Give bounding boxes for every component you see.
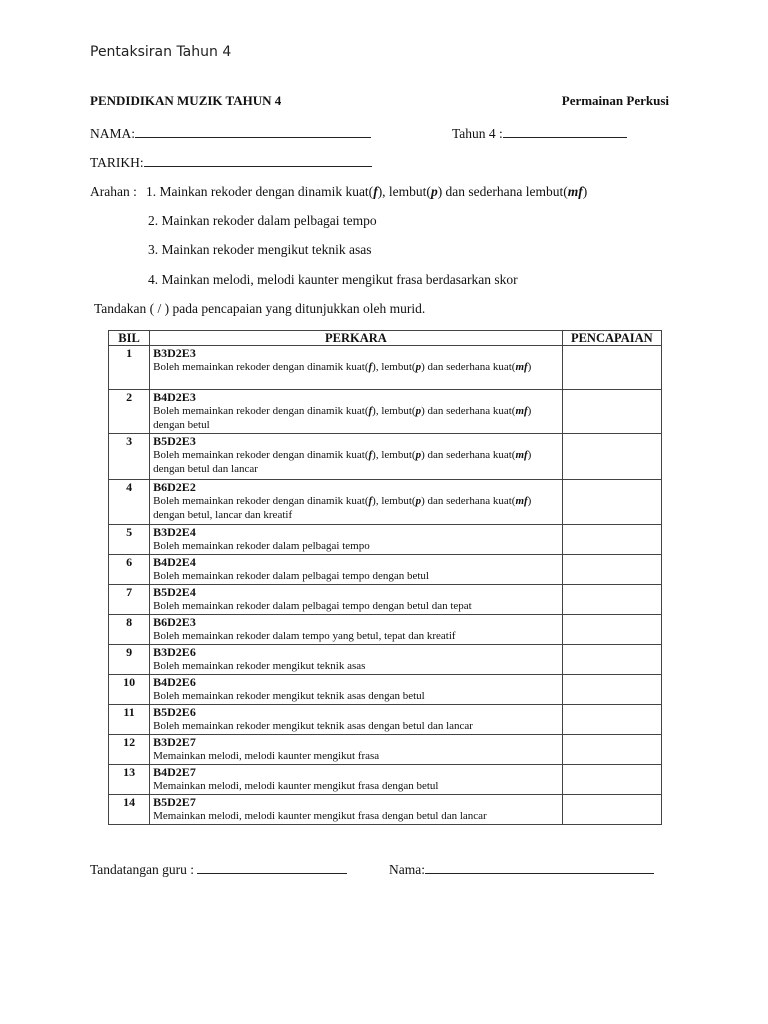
row-item xyxy=(150,795,562,825)
row-item xyxy=(150,735,562,765)
achievement-cell[interactable] xyxy=(562,346,661,390)
achievement-cell[interactable] xyxy=(562,765,661,795)
instruction-2: 2. Mainkan rekoder dalam pelbagai tempo xyxy=(148,213,377,228)
table-row xyxy=(109,795,662,825)
standard-code: B4D2E6 xyxy=(153,675,196,689)
table-row xyxy=(109,525,662,555)
standard-description: Boleh memainkan rekoder dalam pelbagai tempo xyxy=(153,540,370,552)
standard-code: B4D2E3 xyxy=(153,390,196,404)
standard-description: Boleh memainkan rekoder dengan dinamik kuat(f), lembut(p) dan sederhana kuat(mf) dengan betul xyxy=(153,405,532,431)
standard-code: B5D2E6 xyxy=(153,705,196,719)
table-row xyxy=(109,615,662,645)
standard-description: Memainkan melodi, melodi kaunter mengikut frasa xyxy=(153,750,380,762)
standard-code: B3D2E7 xyxy=(153,735,196,749)
standard-code: B3D2E3 xyxy=(153,346,196,360)
achievement-cell[interactable] xyxy=(562,555,661,585)
row-number: 8 xyxy=(109,615,150,645)
row-number: 10 xyxy=(109,675,150,705)
row-number: 5 xyxy=(109,525,150,555)
row-item xyxy=(150,675,562,705)
teacher-signature-label: Tandatangan guru : xyxy=(90,862,195,877)
standard-description: Boleh memainkan rekoder dengan dinamik kuat(f), lembut(p) dan sederhana kuat(mf) dengan betul dan lancar xyxy=(153,449,532,475)
tarikh-line[interactable] xyxy=(144,155,372,167)
tahun-line[interactable] xyxy=(503,126,627,138)
standard-code: B5D2E7 xyxy=(153,795,196,809)
standard-description: Boleh memainkan rekoder dengan dinamik kuat(f), lembut(p) dan sederhana kuat(mf) dengan betul, lancar dan kreatif xyxy=(153,495,532,521)
teacher-name-label: Nama: xyxy=(389,862,425,877)
standard-code: B6D2E2 xyxy=(153,480,196,494)
table-row xyxy=(109,390,662,434)
standard-code: B5D2E4 xyxy=(153,585,196,599)
table-row xyxy=(109,555,662,585)
achievement-cell[interactable] xyxy=(562,585,661,615)
instructions-label: Arahan : xyxy=(90,184,137,199)
row-item xyxy=(150,346,562,390)
achievement-cell[interactable] xyxy=(562,390,661,434)
achievement-cell[interactable] xyxy=(562,480,661,525)
table-body xyxy=(109,346,662,825)
row-number: 2 xyxy=(109,390,150,434)
row-number: 6 xyxy=(109,555,150,585)
row-number: 4 xyxy=(109,480,150,525)
achievement-cell[interactable] xyxy=(562,705,661,735)
row-number: 13 xyxy=(109,765,150,795)
teacher-name-field[interactable] xyxy=(389,862,654,878)
standard-code: B4D2E7 xyxy=(153,765,196,779)
nama-line[interactable] xyxy=(135,126,371,138)
header-pencapaian: PENCAPAIAN xyxy=(562,331,661,346)
tarikh-label: TARIKH: xyxy=(90,155,144,170)
row-item xyxy=(150,615,562,645)
standard-description: Boleh memainkan rekoder mengikut teknik asas dengan betul xyxy=(153,690,425,702)
achievement-cell[interactable] xyxy=(562,795,661,825)
page-header: Pentaksiran Tahun 4 xyxy=(90,44,232,60)
standard-code: B4D2E4 xyxy=(153,555,196,569)
table-row xyxy=(109,434,662,480)
row-number: 9 xyxy=(109,645,150,675)
row-item xyxy=(150,525,562,555)
header-bil: BIL xyxy=(109,331,150,346)
row-item xyxy=(150,390,562,434)
tick-instruction: Tandakan ( / ) pada pencapaian yang ditunjukkan oleh murid. xyxy=(94,301,426,316)
standard-code: B3D2E4 xyxy=(153,525,196,539)
row-number: 12 xyxy=(109,735,150,765)
standard-code: B5D2E3 xyxy=(153,434,196,448)
row-item xyxy=(150,585,562,615)
table-row xyxy=(109,585,662,615)
teacher-signature-line[interactable] xyxy=(197,862,347,874)
instruction-1: 1. Mainkan rekoder dengan dinamik kuat(f), lembut(p) dan sederhana lembut(mf) xyxy=(146,184,588,199)
document-subtitle: Permainan Perkusi xyxy=(561,93,669,108)
table-row xyxy=(109,765,662,795)
table-header-row xyxy=(109,331,662,346)
table-row xyxy=(109,735,662,765)
instruction-3: 3. Mainkan rekoder mengikut teknik asas xyxy=(148,242,372,257)
teacher-name-line[interactable] xyxy=(425,862,654,874)
achievement-cell[interactable] xyxy=(562,675,661,705)
row-item xyxy=(150,480,562,525)
document-title: PENDIDIKAN MUZIK TAHUN 4 xyxy=(90,93,282,108)
tarikh-field[interactable] xyxy=(90,155,372,171)
standard-description: Boleh memainkan rekoder dalam pelbagai tempo dengan betul dan tepat xyxy=(153,600,472,612)
row-item xyxy=(150,555,562,585)
row-number: 3 xyxy=(109,434,150,480)
row-item xyxy=(150,765,562,795)
achievement-cell[interactable] xyxy=(562,434,661,480)
standard-description: Memainkan melodi, melodi kaunter mengikut frasa dengan betul xyxy=(153,780,439,792)
standard-description: Boleh memainkan rekoder mengikut teknik asas dengan betul dan lancar xyxy=(153,720,473,732)
row-number: 1 xyxy=(109,346,150,390)
row-item xyxy=(150,645,562,675)
standard-description: Boleh memainkan rekoder dalam pelbagai tempo dengan betul xyxy=(153,570,429,582)
table-row xyxy=(109,346,662,390)
achievement-cell[interactable] xyxy=(562,645,661,675)
table-row xyxy=(109,645,662,675)
row-number: 7 xyxy=(109,585,150,615)
standard-description: Memainkan melodi, melodi kaunter mengikut frasa dengan betul dan lancar xyxy=(153,810,487,822)
standard-description: Boleh memainkan rekoder dalam tempo yang betul, tepat dan kreatif xyxy=(153,630,456,642)
achievement-cell[interactable] xyxy=(562,735,661,765)
achievement-cell[interactable] xyxy=(562,615,661,645)
instruction-4: 4. Mainkan melodi, melodi kaunter mengikut frasa berdasarkan skor xyxy=(148,272,518,287)
row-number: 14 xyxy=(109,795,150,825)
tahun-field[interactable] xyxy=(452,126,627,142)
header-perkara: PERKARA xyxy=(150,331,562,346)
standard-code: B3D2E6 xyxy=(153,645,196,659)
teacher-signature-field[interactable] xyxy=(90,862,347,878)
standard-description: Boleh memainkan rekoder mengikut teknik asas xyxy=(153,660,366,672)
nama-label: NAMA: xyxy=(90,126,136,141)
assessment-table xyxy=(108,330,662,825)
standard-description: Boleh memainkan rekoder dengan dinamik kuat(f), lembut(p) dan sederhana kuat(mf) xyxy=(153,361,532,373)
achievement-cell[interactable] xyxy=(562,525,661,555)
table-row xyxy=(109,675,662,705)
row-item xyxy=(150,434,562,480)
table-row xyxy=(109,480,662,525)
nama-field[interactable] xyxy=(90,126,371,142)
row-item xyxy=(150,705,562,735)
row-number: 11 xyxy=(109,705,150,735)
table-row xyxy=(109,705,662,735)
standard-code: B6D2E3 xyxy=(153,615,196,629)
tahun-label: Tahun 4 : xyxy=(452,126,503,141)
